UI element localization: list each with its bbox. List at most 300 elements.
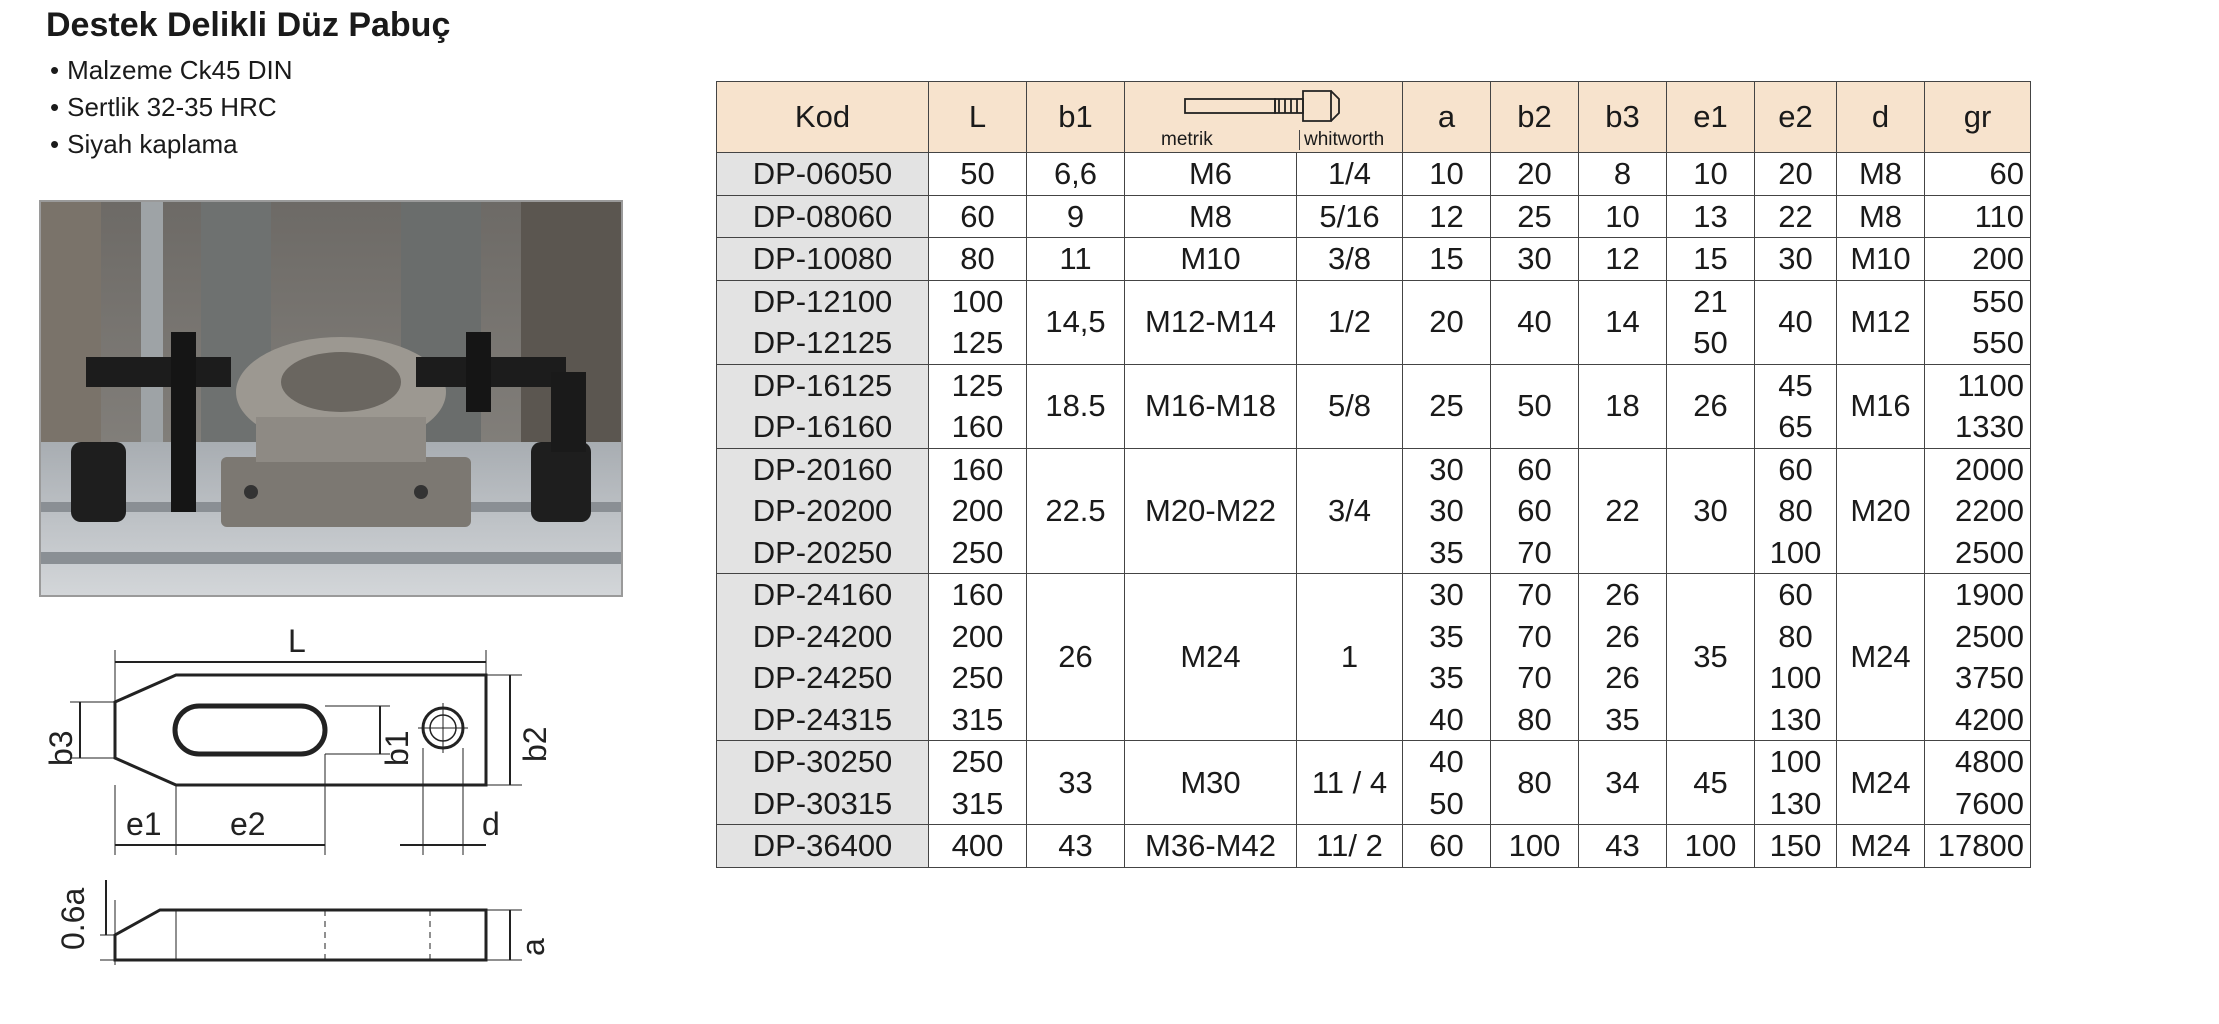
cell-metrik — [1125, 364, 1297, 448]
cell-value: DP-30315 — [752, 785, 893, 821]
dim-b3-label: b3 — [43, 730, 79, 766]
col-header-thread — [1125, 82, 1403, 153]
cell-value: 15 — [1693, 241, 1728, 276]
cell-value: 70 — [1517, 618, 1552, 654]
cell-value: 60 — [1517, 451, 1552, 487]
cell-value: M10 — [1850, 241, 1911, 276]
cell-value: 150 — [1769, 828, 1822, 863]
cell-value: 22 — [1778, 198, 1813, 234]
cell-value: 25 — [1429, 388, 1464, 424]
cell-value: DP-08060 — [752, 198, 893, 234]
cell-L — [929, 364, 1027, 448]
cell-e1 — [1667, 238, 1755, 281]
cell-value: 70 — [1517, 534, 1552, 570]
cell-gr — [1925, 825, 2031, 868]
cell-value: M16 — [1850, 388, 1911, 424]
cell-whitworth — [1297, 364, 1403, 448]
cell-value: 160 — [951, 451, 1004, 487]
cell-value: 18 — [1605, 388, 1640, 424]
cell-value: M12 — [1850, 304, 1911, 340]
cell-value: 3/8 — [1327, 241, 1372, 276]
cell-value: 400 — [951, 828, 1004, 863]
table-row — [717, 574, 2031, 741]
cell-value: 60 — [1778, 451, 1813, 487]
cell-value: 2000 — [1955, 451, 2024, 487]
cell-value: DP-20250 — [752, 534, 893, 570]
cell-value: 11 — [1059, 241, 1092, 276]
cell-value: 40 — [1517, 304, 1552, 340]
col-header-b3: b3 — [1579, 82, 1667, 153]
cell-b2 — [1491, 574, 1579, 741]
cell-value: 60 — [960, 198, 995, 234]
cell-value: 1900 — [1955, 577, 2024, 612]
cell-kod — [717, 195, 929, 238]
cell-whitworth — [1297, 280, 1403, 364]
cell-value: 26 — [1605, 577, 1640, 612]
cell-value: DP-24160 — [752, 577, 893, 612]
cell-value: 50 — [1429, 785, 1464, 821]
cell-gr — [1925, 448, 2031, 574]
cell-gr — [1925, 153, 2031, 196]
dim-a-label: a — [515, 938, 551, 956]
feature-item: • Siyah kaplama — [50, 126, 293, 163]
cell-value: 9 — [1066, 198, 1085, 234]
cell-value: 33 — [1058, 764, 1093, 800]
cell-value: 22 — [1605, 493, 1640, 528]
col-header-metrik: metrik — [1161, 129, 1213, 150]
table-row — [717, 364, 2031, 448]
cell-value: 25 — [1517, 198, 1552, 234]
cell-d — [1837, 238, 1925, 281]
cell-value: M10 — [1180, 241, 1241, 276]
cell-whitworth — [1297, 448, 1403, 574]
table-row — [717, 825, 2031, 868]
cell-value: 6,6 — [1053, 156, 1098, 191]
cell-value: M6 — [1188, 156, 1233, 191]
cell-b3 — [1579, 280, 1667, 364]
cell-b3 — [1579, 153, 1667, 196]
cell-e1 — [1667, 153, 1755, 196]
cell-a — [1403, 280, 1491, 364]
cell-metrik — [1125, 448, 1297, 574]
bolt-icon — [1183, 87, 1343, 125]
cell-b1 — [1027, 280, 1125, 364]
cell-b2 — [1491, 448, 1579, 574]
cell-value: 26 — [1693, 388, 1728, 424]
cell-e2 — [1755, 741, 1837, 825]
cell-value: 100 — [1769, 744, 1822, 779]
cell-value: 130 — [1769, 785, 1822, 821]
cell-value: M36-M42 — [1145, 828, 1276, 863]
page-title: Destek Delikli Düz Pabuç — [46, 6, 451, 44]
spec-table — [716, 81, 2031, 868]
technical-drawing — [40, 620, 560, 1000]
cell-e2 — [1755, 574, 1837, 741]
col-header-e1: e1 — [1667, 82, 1755, 153]
cell-b1 — [1027, 574, 1125, 741]
cell-value: 34 — [1605, 764, 1640, 800]
cell-value: 10 — [1429, 156, 1464, 191]
cell-value: 60 — [1517, 493, 1552, 528]
cell-value: M24 — [1180, 639, 1241, 675]
cell-gr — [1925, 741, 2031, 825]
cell-value: M16-M18 — [1145, 388, 1276, 424]
cell-e1 — [1667, 448, 1755, 574]
cell-metrik — [1125, 238, 1297, 281]
cell-whitworth — [1297, 574, 1403, 741]
cell-value: 45 — [1778, 367, 1813, 403]
cell-value: 3/4 — [1327, 493, 1372, 528]
cell-value: 60 — [1989, 156, 2024, 191]
cell-value: 5/8 — [1327, 388, 1372, 424]
cell-value: DP-20200 — [752, 493, 893, 528]
cell-value: 30 — [1429, 493, 1464, 528]
cell-b2 — [1491, 153, 1579, 196]
cell-value: 80 — [960, 241, 995, 276]
table-row — [717, 153, 2031, 196]
cell-b3 — [1579, 574, 1667, 741]
cell-b2 — [1491, 280, 1579, 364]
cell-value: 30 — [1693, 493, 1728, 528]
cell-value: 45 — [1693, 764, 1728, 800]
cell-L — [929, 153, 1027, 196]
cell-value: M20 — [1850, 493, 1911, 528]
cell-value: 50 — [960, 156, 995, 191]
cell-value: 250 — [951, 744, 1004, 779]
cell-value: 70 — [1517, 577, 1552, 612]
cell-value: M30 — [1180, 764, 1241, 800]
cell-value: 20 — [1778, 156, 1813, 191]
cell-value: 35 — [1429, 618, 1464, 654]
cell-value: 30 — [1517, 241, 1552, 276]
cell-value: DP-30250 — [752, 744, 893, 779]
cell-metrik — [1125, 280, 1297, 364]
cell-a — [1403, 195, 1491, 238]
cell-value: 11 / 4 — [1311, 764, 1388, 800]
cell-L — [929, 238, 1027, 281]
cell-value: M8 — [1858, 156, 1903, 191]
cell-b1 — [1027, 825, 1125, 868]
cell-value: DP-16125 — [752, 367, 893, 403]
cell-value: 22.5 — [1045, 493, 1106, 528]
feature-item: • Malzeme Ck45 DIN — [50, 52, 293, 89]
cell-value: DP-24200 — [752, 618, 893, 654]
product-photo — [39, 200, 623, 597]
dim-e2-label: e2 — [230, 806, 266, 842]
cell-L — [929, 448, 1027, 574]
cell-value: 160 — [951, 577, 1004, 612]
cell-b1 — [1027, 448, 1125, 574]
cell-kod — [717, 153, 929, 196]
cell-value: 315 — [951, 701, 1004, 737]
cell-value: DP-20160 — [752, 451, 893, 487]
cell-value: 20 — [1429, 304, 1464, 340]
cell-value: 15 — [1429, 241, 1464, 276]
cell-value: 26 — [1058, 639, 1093, 675]
col-header-L: L — [929, 82, 1027, 153]
cell-value: 80 — [1778, 618, 1813, 654]
cell-whitworth — [1297, 195, 1403, 238]
cell-value: 1/2 — [1327, 304, 1372, 340]
cell-b1 — [1027, 364, 1125, 448]
cell-b3 — [1579, 741, 1667, 825]
cell-value: 80 — [1778, 493, 1813, 528]
cell-value: 35 — [1605, 701, 1640, 737]
cell-value: 200 — [951, 493, 1004, 528]
cell-value: M24 — [1850, 639, 1911, 675]
cell-value: 50 — [1517, 388, 1552, 424]
cell-kod — [717, 238, 929, 281]
cell-whitworth — [1297, 741, 1403, 825]
cell-e1 — [1667, 741, 1755, 825]
cell-value: DP-06050 — [752, 156, 893, 191]
dim-L-label: L — [288, 623, 306, 659]
cell-b3 — [1579, 195, 1667, 238]
cell-L — [929, 825, 1027, 868]
cell-value: 21 — [1693, 283, 1728, 319]
cell-value: 12 — [1429, 198, 1464, 234]
cell-b1 — [1027, 741, 1125, 825]
cell-value: 2200 — [1955, 493, 2024, 528]
cell-value: 100 — [1684, 828, 1737, 863]
cell-value: DP-36400 — [752, 828, 893, 863]
cell-value: DP-12125 — [752, 325, 893, 360]
cell-value: 80 — [1517, 701, 1552, 737]
cell-value: 125 — [951, 367, 1004, 403]
cell-value: 35 — [1693, 639, 1728, 675]
cell-value: 70 — [1517, 660, 1552, 695]
cell-value: 3750 — [1955, 660, 2024, 695]
cell-b3 — [1579, 364, 1667, 448]
cell-value: 50 — [1693, 325, 1728, 360]
cell-metrik — [1125, 825, 1297, 868]
cell-b1 — [1027, 153, 1125, 196]
col-header-whitworth: whitworth — [1299, 130, 1384, 150]
cell-value: 40 — [1429, 744, 1464, 779]
cell-gr — [1925, 364, 2031, 448]
cell-e1 — [1667, 825, 1755, 868]
col-header-b2: b2 — [1491, 82, 1579, 153]
header-row — [717, 82, 2031, 153]
cell-kod — [717, 741, 929, 825]
cell-value: 10 — [1693, 156, 1728, 191]
col-header-d: d — [1837, 82, 1925, 153]
cell-gr — [1925, 238, 2031, 281]
cell-value: 7600 — [1955, 785, 2024, 821]
cell-value: 60 — [1429, 828, 1464, 863]
cell-whitworth — [1297, 153, 1403, 196]
cell-a — [1403, 574, 1491, 741]
cell-value: 11/ 2 — [1316, 828, 1383, 863]
cell-d — [1837, 825, 1925, 868]
cell-value: 2500 — [1955, 534, 2024, 570]
cell-d — [1837, 153, 1925, 196]
cell-e1 — [1667, 364, 1755, 448]
cell-b2 — [1491, 825, 1579, 868]
cell-L — [929, 195, 1027, 238]
cell-value: 26 — [1605, 660, 1640, 695]
cell-value: 200 — [1972, 241, 2024, 276]
cell-value: M24 — [1850, 764, 1911, 800]
cell-a — [1403, 153, 1491, 196]
cell-value: 550 — [1972, 283, 2024, 319]
cell-value: M24 — [1850, 828, 1911, 863]
cell-value: DP-10080 — [752, 241, 893, 276]
cell-kod — [717, 825, 929, 868]
cell-b2 — [1491, 195, 1579, 238]
table-row — [717, 280, 2031, 364]
col-header-b1: b1 — [1027, 82, 1125, 153]
cell-value: M8 — [1188, 198, 1233, 234]
cell-e1 — [1667, 280, 1755, 364]
cell-d — [1837, 280, 1925, 364]
cell-value: DP-12100 — [752, 283, 893, 319]
dim-d-label: d — [482, 806, 500, 842]
cell-b2 — [1491, 238, 1579, 281]
cell-a — [1403, 741, 1491, 825]
spec-table-body — [717, 153, 2031, 868]
cell-value: DP-24315 — [752, 701, 893, 737]
table-row — [717, 195, 2031, 238]
cell-value: 14 — [1605, 304, 1640, 340]
cell-value: 65 — [1778, 409, 1813, 444]
cell-value: 100 — [1769, 660, 1822, 695]
cell-value: M8 — [1858, 198, 1903, 234]
cell-b2 — [1491, 364, 1579, 448]
cell-value: 4800 — [1955, 744, 2024, 779]
cell-value: 1100 — [1957, 367, 2024, 403]
cell-a — [1403, 448, 1491, 574]
cell-e2 — [1755, 280, 1837, 364]
cell-value: 17800 — [1937, 828, 2024, 863]
cell-value: 100 — [951, 283, 1004, 319]
cell-value: 8 — [1613, 156, 1632, 191]
cell-b3 — [1579, 825, 1667, 868]
cell-value: 80 — [1517, 764, 1552, 800]
dim-b2-label: b2 — [517, 726, 553, 762]
clamp-setup-image — [41, 202, 621, 595]
cell-kod — [717, 574, 929, 741]
cell-value: 1330 — [1955, 409, 2024, 444]
cell-gr — [1925, 574, 2031, 741]
cell-value: 1/4 — [1327, 156, 1372, 191]
cell-L — [929, 574, 1027, 741]
cell-value: 43 — [1605, 828, 1640, 863]
cell-a — [1403, 238, 1491, 281]
cell-value: 130 — [1769, 701, 1822, 737]
cell-value: 110 — [1974, 198, 2024, 234]
cell-value: M12-M14 — [1145, 304, 1276, 340]
cell-value: 60 — [1778, 577, 1813, 612]
cell-metrik — [1125, 741, 1297, 825]
cell-value: 160 — [951, 409, 1004, 444]
cell-d — [1837, 574, 1925, 741]
feature-item: • Sertlik 32-35 HRC — [50, 89, 293, 126]
cell-value: 43 — [1058, 828, 1093, 863]
table-row — [717, 741, 2031, 825]
cell-a — [1403, 825, 1491, 868]
cell-value: 315 — [951, 785, 1004, 821]
cell-gr — [1925, 280, 2031, 364]
table-row — [717, 448, 2031, 574]
cell-e1 — [1667, 195, 1755, 238]
cell-value: 550 — [1972, 325, 2024, 360]
cell-value: 4200 — [1955, 701, 2024, 737]
cell-value: 26 — [1605, 618, 1640, 654]
cell-e2 — [1755, 364, 1837, 448]
cell-value: 100 — [1508, 828, 1561, 863]
cell-value: 2500 — [1955, 618, 2024, 654]
cell-value: DP-16160 — [752, 409, 893, 444]
cell-e2 — [1755, 238, 1837, 281]
cell-value: 250 — [951, 660, 1004, 695]
cell-b1 — [1027, 238, 1125, 281]
cell-value: 30 — [1778, 241, 1813, 276]
cell-value: M20-M22 — [1145, 493, 1276, 528]
cell-value: 12 — [1605, 241, 1640, 276]
cell-value: 125 — [951, 325, 1004, 360]
cell-whitworth — [1297, 825, 1403, 868]
cell-d — [1837, 448, 1925, 574]
cell-a — [1403, 364, 1491, 448]
col-header-e2: e2 — [1755, 82, 1837, 153]
dim-b1-label: b1 — [379, 730, 415, 766]
cell-e2 — [1755, 153, 1837, 196]
cell-kod — [717, 448, 929, 574]
cell-d — [1837, 741, 1925, 825]
cell-value: 5/16 — [1319, 198, 1380, 234]
cell-value: 20 — [1517, 156, 1552, 191]
cell-value: 35 — [1429, 534, 1464, 570]
table-row — [717, 238, 2031, 281]
cell-metrik — [1125, 195, 1297, 238]
cell-L — [929, 280, 1027, 364]
cell-value: 30 — [1429, 451, 1464, 487]
cell-e2 — [1755, 195, 1837, 238]
cell-value: 40 — [1778, 304, 1813, 340]
cell-kod — [717, 280, 929, 364]
cell-metrik — [1125, 153, 1297, 196]
cell-value: 35 — [1429, 660, 1464, 695]
cell-value: 100 — [1769, 534, 1822, 570]
cell-d — [1837, 364, 1925, 448]
feature-list — [50, 52, 293, 163]
cell-e2 — [1755, 448, 1837, 574]
cell-metrik — [1125, 574, 1297, 741]
cell-gr — [1925, 195, 2031, 238]
cell-b1 — [1027, 195, 1125, 238]
col-header-gr: gr — [1925, 82, 2031, 153]
cell-b3 — [1579, 238, 1667, 281]
cell-value: 18.5 — [1045, 388, 1106, 424]
cell-whitworth — [1297, 238, 1403, 281]
dim-thickness-label: 0.6a — [55, 887, 91, 950]
cell-value: 30 — [1429, 577, 1464, 612]
col-header-kod: Kod — [717, 82, 929, 153]
cell-value: 14,5 — [1045, 304, 1106, 340]
cell-e1 — [1667, 574, 1755, 741]
cell-b2 — [1491, 741, 1579, 825]
dim-e1-label: e1 — [126, 806, 162, 842]
cell-b3 — [1579, 448, 1667, 574]
cell-e2 — [1755, 825, 1837, 868]
cell-value: 250 — [951, 534, 1004, 570]
cell-value: 200 — [951, 618, 1004, 654]
cell-value: 13 — [1693, 198, 1728, 234]
cell-value: 10 — [1605, 198, 1640, 234]
cell-value: DP-24250 — [752, 660, 893, 695]
cell-value: 1 — [1340, 639, 1359, 675]
